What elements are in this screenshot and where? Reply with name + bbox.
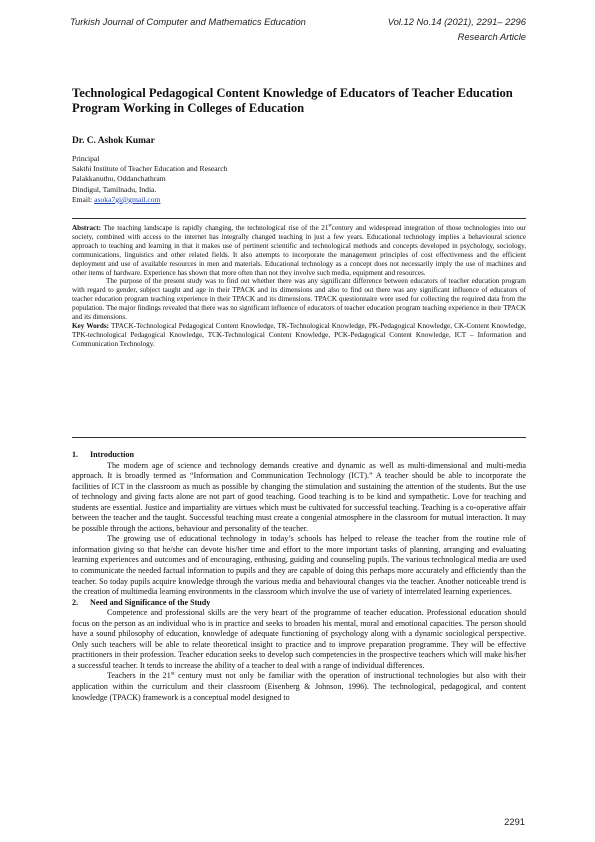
volume-info: Vol.12 No.14 (2021), 2291– 2296 (387, 16, 526, 27)
journal-name: Turkish Journal of Computer and Mathematics Education (70, 16, 306, 27)
abstract-paragraph-1: Abstract: The teaching landscape is rapidly changing, the technological rise of the 21stcentury and widespread integration of those technologies into our society, combined with access to the internet has integrally changed teaching in just a few years. Educational technology implies a behavioural science approach to teaching and learning in that it makes use of pertinent scientific and technological methods and concepts developed in psychology, sociology, communications, linguistics and other related fields. It also attempts to incorporate the management principles of cost effectiveness and the efficient deployment and use of available resources in men and materials. Educational technology as a concept does not necessarily imply the use of machines and other items of hardware. Experience has shown that more often than not they involve such media, equipment and resources. (72, 223, 526, 277)
abstract-label: Abstract: (72, 224, 101, 232)
intro-paragraph-2: The growing use of educational technology in today’s schools has helped to release the teacher from the routine role of information giving so that he/she can devote his/her time and effort to the more important tasks of planning, arranging and evaluating learning experiences and outcomes and of encouraging, enthusing, guiding and counseling pupils. The various technological media are used to communicate the needed factual information to pupils and they are capable of doing this perhaps more accurately and efficiently than the teacher. So today pupils acquire knowledge through the various media and behavioural changes via the teacher. Another noticeable trend is the creation of multimedia learning environments in the classroom which involve the use of variety of interrelated learning experiences. (72, 534, 526, 597)
email-label: Email: (72, 194, 93, 204)
abstract (72, 224, 526, 349)
abstract-bottom-rule (72, 437, 526, 438)
keywords-text: TPACK-Technological Pedagogical Content Knowledge, TK-Technological Knowledge, PK-Pedagogical Knowledge, CK-Content Knowledge, TPK-technological Pedagogical Knowledge, TCK-Technological Content Knowledge, PCK-Pedagogical Content Knowledge, ICT – Information and Communication Technology. (72, 321, 526, 348)
affiliation-institute: Sakthi Institute of Teacher Education and Research (72, 164, 228, 174)
intro-paragraph-1: The modern age of science and technology demands creative and dynamic as well as multi-dimensional and multi-media approach. It is broadly termed as “Information and Communication Technology (ICT).” A teacher should be able to incorporate the facilities of ICT in the classroom as much as possible by changing the stimulation and sustaining the attention of the students. But the use of technology and giving facts alone are not part of good teaching. Good teaching is to be kind and sympathetic. Love for teaching and students are essential. Justice and impartiality are virtues which must be cultivated for successful teaching. Teaching is a co-operative affair between the teacher and the taught. Successful teaching must create a congenial atmosphere in the classroom for mutual interaction. It may be possible through the actions, behaviour and personality of the teacher. (72, 460, 526, 533)
affiliation-address: Palakkanuthu, Oddanchathram (72, 174, 166, 184)
section-heading-need-significance: 2. Need and Significance of the Study (72, 597, 211, 607)
email-link[interactable]: asoka7gi@gmail.com (94, 194, 161, 204)
keywords (72, 322, 526, 349)
affiliation-position: Principal (72, 154, 100, 163)
abstract-paragraph-2: The purpose of the present study was to find out whether there was any significant difference between educators of teacher education program with regard to gender, subject taught and age in their TPACK and its dimensions and also to find out there was any significant influence of educators of teacher education program teaching experience in their TPACK and its dimensions. TPACK questionnaire were used for collecting the required data from the population. The major findings revealed that there was no significant influence of educators of teacher education program teaching experience in their TPACK and its dimensions. (72, 277, 526, 322)
abstract-top-rule (72, 218, 526, 219)
author-name: Dr. C. Ashok Kumar (72, 136, 155, 146)
affiliation-city: Dindigul, Tamilnadu, India. (72, 184, 157, 194)
page-number: 2291 (504, 816, 525, 827)
body-text (72, 450, 526, 703)
need-paragraph-1: Competence and professional skills are the very heart of the programme of teacher education. Professional education should focus on the person as an individual who is in practice and seeks to broaden his mental, moral and emotional capacities. The person should have a sound philosophy of education, knowledge of adequate functioning of psychology along with a dynamic sociological perspective. Only such teachers will be able to relate theoretical insight to practice and to improve preparation programme. They will be effective practitioners in their profession. Teacher education seeks to develop such competencies in the prospective teachers which will make his/her a successful teacher. It tends to increase the ability of a teacher to deal with a range of individual differences. (72, 608, 526, 670)
article-type: Research Article (457, 31, 526, 42)
keywords-label: Key Words: (72, 321, 109, 330)
paper-title: Technological Pedagogical Content Knowledge of Educators of Teacher Education Program Working in Colleges of Education (72, 86, 513, 115)
section-heading-introduction: 1. Introduction (72, 450, 134, 459)
need-paragraph-2: Teachers in the 21st century must not only be familiar with the operation of instructional technologies but also with their application within the curriculum and their classroom (Eisenberg & Johnson, 1996). The technological, pedagogical, and content knowledge (TPACK) framework is a conceptual model designed to (72, 670, 526, 702)
affiliation (72, 154, 227, 205)
email-line (72, 195, 227, 205)
